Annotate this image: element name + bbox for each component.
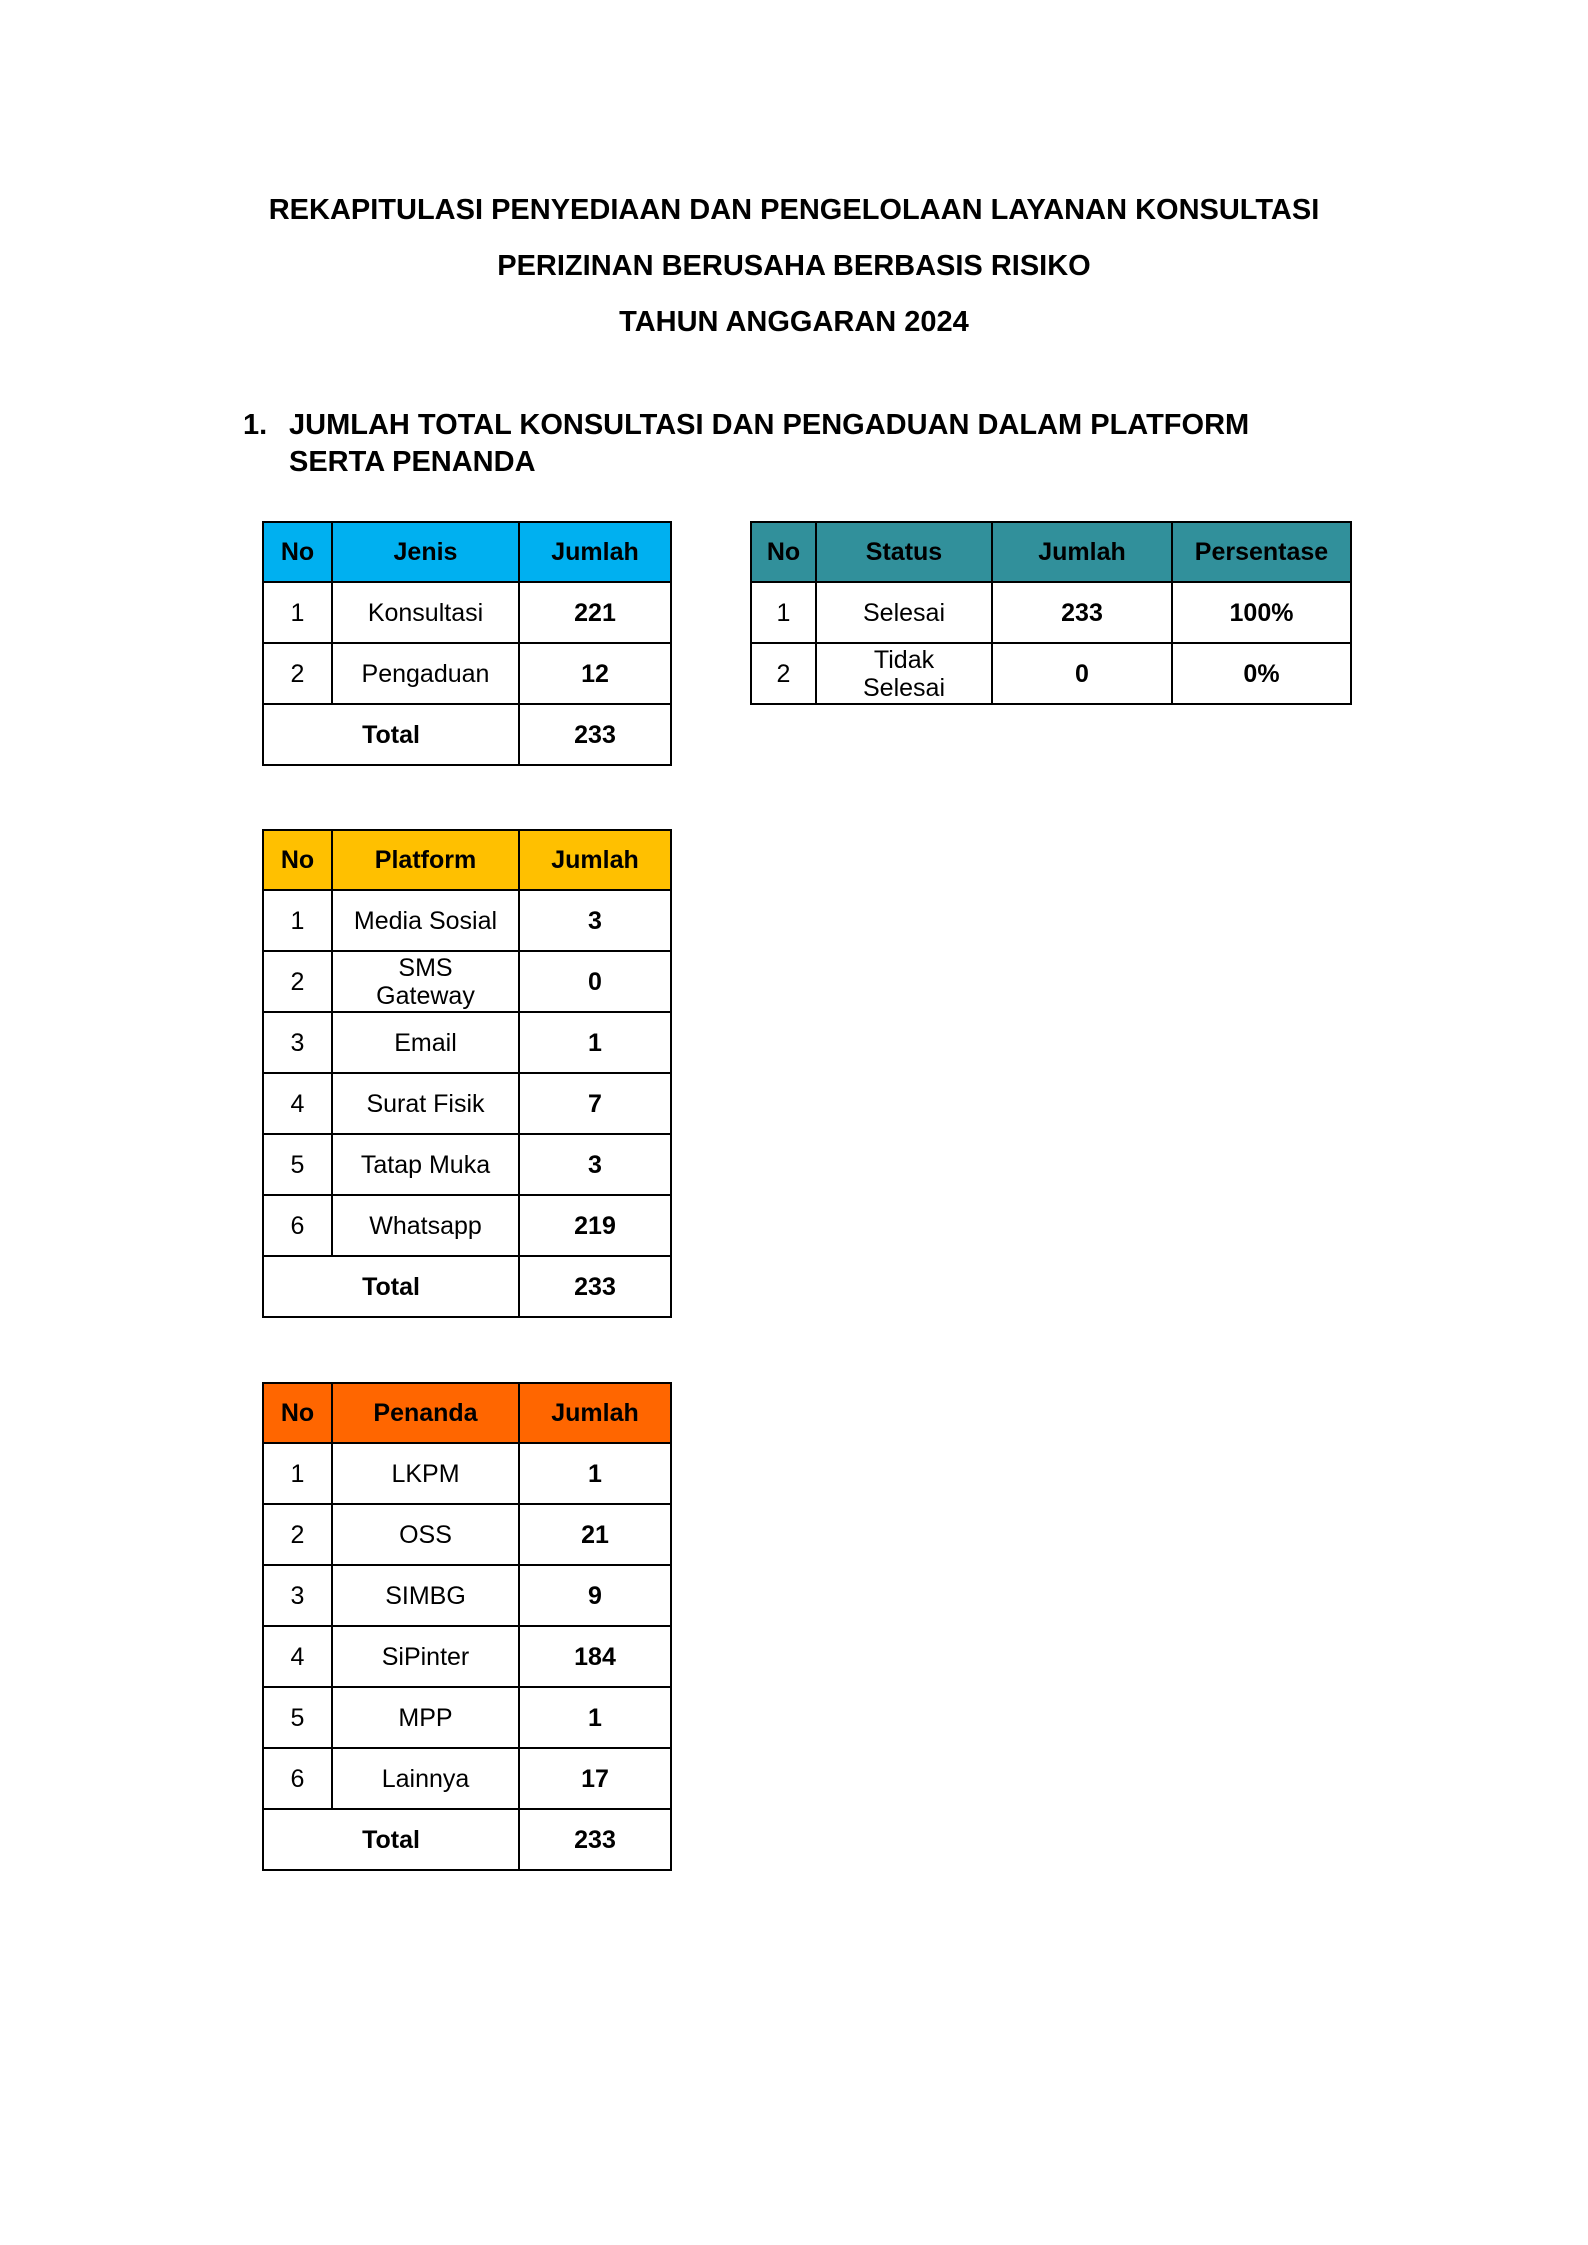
header-no: No [263,830,332,890]
cell-jumlah: 219 [519,1195,671,1256]
table-row [263,1687,671,1748]
cell-no: 5 [263,1134,332,1195]
cell-jumlah: 12 [519,643,671,704]
table-row [263,1443,671,1504]
table-total-row [263,1256,671,1317]
header-jumlah: Jumlah [519,830,671,890]
table-row [263,643,671,704]
cell-jumlah: 9 [519,1565,671,1626]
table-row [263,1134,671,1195]
cell-platform: Media Sosial [332,890,519,951]
cell-no: 1 [263,890,332,951]
cell-status: Selesai [816,582,992,643]
header-no: No [263,1383,332,1443]
header-jenis: Jenis [332,522,519,582]
header-no: No [263,522,332,582]
cell-persentase: 100% [1172,582,1351,643]
cell-no: 4 [263,1073,332,1134]
table-total-row [263,1809,671,1870]
cell-no: 2 [263,643,332,704]
cell-jumlah: 3 [519,1134,671,1195]
table-header-row [263,1383,671,1443]
cell-penanda: LKPM [332,1443,519,1504]
document-title-line-3: TAHUN ANGGARAN 2024 [619,306,969,338]
cell-no: 1 [263,1443,332,1504]
cell-platform: Tatap Muka [332,1134,519,1195]
header-jumlah: Jumlah [992,522,1172,582]
cell-penanda: MPP [332,1687,519,1748]
cell-total-value: 233 [519,1256,671,1317]
cell-jumlah: 7 [519,1073,671,1134]
header-no: No [751,522,816,582]
cell-platform: Email [332,1012,519,1073]
cell-jumlah: 21 [519,1504,671,1565]
header-platform: Platform [332,830,519,890]
cell-no: 3 [263,1565,332,1626]
cell-jumlah: 3 [519,890,671,951]
header-jumlah: Jumlah [519,1383,671,1443]
cell-jumlah: 184 [519,1626,671,1687]
section-heading-line-1: JUMLAH TOTAL KONSULTASI DAN PENGADUAN DALAM PLATFORM [289,409,1250,441]
cell-total-value: 233 [519,704,671,765]
cell-jumlah: 233 [992,582,1172,643]
table-row [263,582,671,643]
cell-jumlah: 1 [519,1687,671,1748]
header-status: Status [816,522,992,582]
cell-jumlah: 0 [519,951,671,1012]
table-header-row [263,522,671,582]
cell-platform-line-2: Gateway [376,981,475,1010]
cell-no: 2 [263,951,332,1012]
cell-jumlah: 0 [992,643,1172,704]
header-persentase: Persentase [1172,522,1351,582]
cell-total-label: Total [263,1809,519,1870]
cell-no: 1 [263,582,332,643]
table-row [751,643,1351,704]
cell-no: 5 [263,1687,332,1748]
cell-no: 1 [751,582,816,643]
table-row [263,1012,671,1073]
table-row [263,1195,671,1256]
header-penanda: Penanda [332,1383,519,1443]
table-row [263,1626,671,1687]
table-platform [262,829,672,1318]
cell-jumlah: 1 [519,1443,671,1504]
cell-platform [332,951,519,1012]
cell-no: 3 [263,1012,332,1073]
header-jumlah: Jumlah [519,522,671,582]
cell-no: 2 [751,643,816,704]
table-jenis [262,521,672,766]
section-number: 1. [243,409,268,441]
cell-jenis: Pengaduan [332,643,519,704]
cell-total-value: 233 [519,1809,671,1870]
section-heading-line-2: SERTA PENANDA [289,446,536,478]
cell-jumlah: 221 [519,582,671,643]
document-title-line-1: REKAPITULASI PENYEDIAAN DAN PENGELOLAAN LAYANAN KONSULTASI [268,194,1320,226]
cell-total-label: Total [263,704,519,765]
table-row [263,1504,671,1565]
cell-platform: Surat Fisik [332,1073,519,1134]
cell-jumlah: 1 [519,1012,671,1073]
document-title-line-2: PERIZINAN BERUSAHA BERBASIS RISIKO [497,250,1091,282]
table-row [263,1748,671,1809]
table-total-row [263,704,671,765]
cell-status-line-2: Selesai [863,673,945,702]
cell-total-label: Total [263,1256,519,1317]
table-row [263,1073,671,1134]
cell-penanda: SIMBG [332,1565,519,1626]
table-row [263,890,671,951]
table-header-row [751,522,1351,582]
cell-status-line-1: Tidak [873,645,935,674]
cell-no: 4 [263,1626,332,1687]
cell-platform: Whatsapp [332,1195,519,1256]
cell-jenis: Konsultasi [332,582,519,643]
cell-penanda: Lainnya [332,1748,519,1809]
cell-no: 2 [263,1504,332,1565]
cell-penanda: OSS [332,1504,519,1565]
cell-status [816,643,992,704]
cell-persentase: 0% [1172,643,1351,704]
cell-jumlah: 17 [519,1748,671,1809]
table-status [750,521,1352,705]
table-header-row [263,830,671,890]
cell-penanda: SiPinter [332,1626,519,1687]
table-row [263,1565,671,1626]
cell-no: 6 [263,1748,332,1809]
table-row [751,582,1351,643]
cell-platform-line-1: SMS [398,953,453,982]
table-row [263,951,671,1012]
table-penanda [262,1382,672,1871]
cell-no: 6 [263,1195,332,1256]
